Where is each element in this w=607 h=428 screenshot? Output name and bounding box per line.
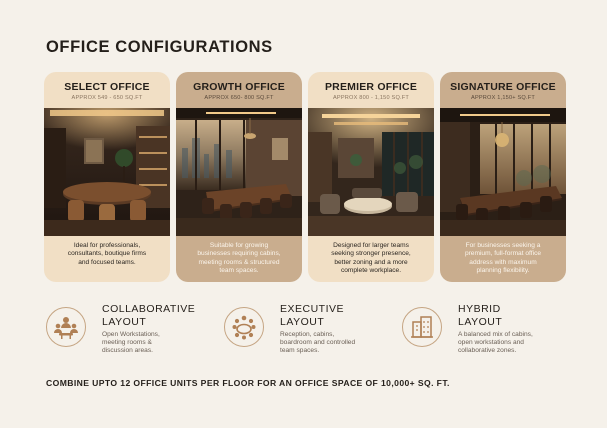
page-title: OFFICE CONFIGURATIONS (46, 38, 273, 56)
layout-name: COLLABORATIVE LAYOUT (102, 303, 196, 328)
card-description: Suitable for growing businesses requiring cabins, meeting rooms & structured team spaces. (176, 236, 302, 282)
card-name: SIGNATURE OFFICE (450, 81, 556, 93)
card-name: PREMIER OFFICE (324, 81, 418, 93)
team-collaboration-icon (46, 307, 86, 347)
layout-hybrid (402, 303, 533, 354)
layout-description: Reception, cabins, boardroom and controlled team spaces. (280, 331, 356, 354)
layout-description: A balanced mix of cabins, open workstations and collaborative zones. (458, 331, 533, 354)
card-size: APPROX 1,150+ SQ.FT (471, 95, 535, 101)
card-size: APPROX 800 - 1,150 SQ.FT (333, 95, 409, 101)
premier-office-photo (308, 108, 434, 236)
boardroom-meeting-icon (224, 307, 264, 347)
growth-office-photo (176, 108, 302, 236)
card-select-office[interactable] (44, 72, 170, 282)
layout-name: EXECUTIVE LAYOUT (280, 303, 345, 328)
card-description: For businesses seeking a premium, full-format office address with maximum planning flexibility. (440, 236, 566, 282)
select-office-photo (44, 108, 170, 236)
layout-collaborative (46, 303, 195, 354)
card-size: APPROX 549 - 650 SQ.FT (71, 95, 143, 101)
card-size: APPROX 650- 800 SQ.FT (204, 95, 274, 101)
signature-office-photo (440, 108, 566, 236)
card-description: Designed for larger teams seeking stronger presence, better zoning and a more complete workplace. (308, 236, 434, 282)
layout-description: Open Workstations, meeting rooms & discussion areas. (102, 331, 160, 354)
office-cards (44, 72, 566, 282)
office-buildings-icon (402, 307, 442, 347)
layout-name: HYBRID LAYOUT (458, 303, 503, 328)
card-name: GROWTH OFFICE (193, 81, 285, 93)
card-premier-office[interactable] (308, 72, 434, 282)
card-name: SELECT OFFICE (64, 81, 150, 93)
card-description: Ideal for professionals, consultants, boutique firms and focused teams. (44, 236, 170, 282)
layout-executive (224, 303, 355, 354)
footer-note: COMBINE UPTO 12 OFFICE UNITS PER FLOOR FOR AN OFFICE SPACE OF 10,000+ SQ. FT. (46, 378, 450, 388)
card-signature-office[interactable] (440, 72, 566, 282)
card-growth-office[interactable] (176, 72, 302, 282)
